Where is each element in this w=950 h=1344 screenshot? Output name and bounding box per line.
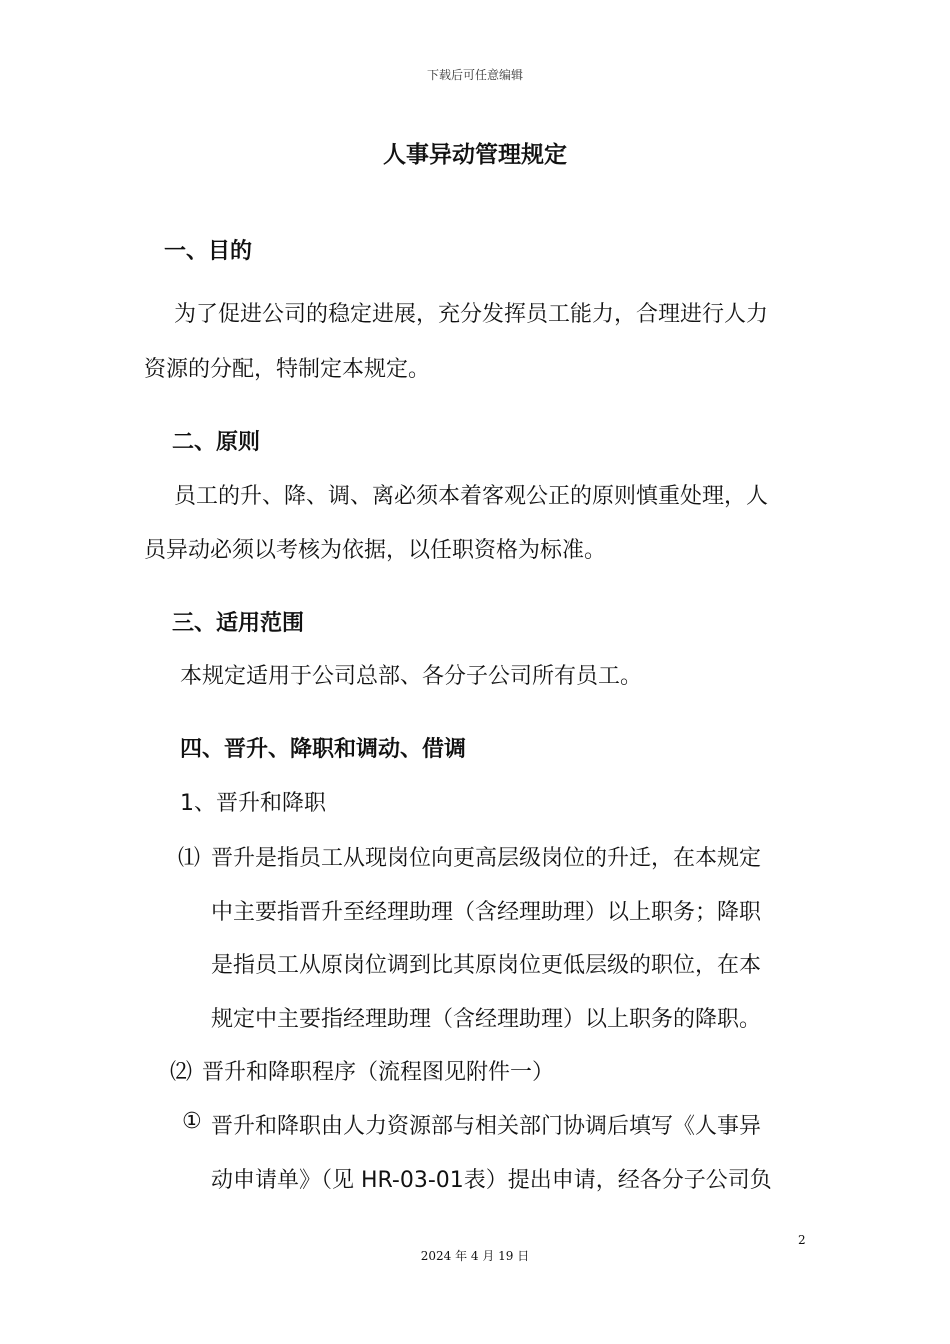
section-heading-principle: 二、原则 xyxy=(172,430,261,455)
document-title: 人事异动管理规定 xyxy=(383,142,567,168)
paragraph-line: 为了促进公司的稳定进展，充分发挥员工能力，合理进行人力 xyxy=(174,302,769,327)
page-header: 下载后可任意编辑 xyxy=(426,68,523,82)
section-heading-promotion: 四、晋升、降职和调动、借调 xyxy=(180,737,467,762)
paragraph-line: 资源的分配，特制定本规定。 xyxy=(144,357,431,382)
paragraph-line: 是指员工从原岗位调到比其原岗位更低层级的职位，在本 xyxy=(211,953,762,978)
paragraph-line: 晋升是指员工从现岗位向更高层级岗位的升迁，在本规定 xyxy=(211,846,762,871)
paragraph-line: 晋升和降职由人力资源部与相关部门协调后填写《人事异 xyxy=(211,1114,762,1139)
paragraph-line: 员异动必须以考核为依据，以任职资格为标准。 xyxy=(144,538,607,563)
paragraph-line: 晋升和降职程序（流程图见附件一） xyxy=(202,1060,555,1085)
page-number: 2 xyxy=(798,1233,806,1247)
section-heading-purpose: 一、目的 xyxy=(164,239,253,264)
section-heading-scope: 三、适用范围 xyxy=(172,611,305,636)
paragraph-line: 员工的升、降、调、离必须本着客观公正的原则慎重处理，人 xyxy=(174,484,769,509)
paragraph-line: 本规定适用于公司总部、各分子公司所有员工。 xyxy=(180,664,643,689)
subsection-heading: 1、晋升和降职 xyxy=(180,791,326,816)
list-marker: ① xyxy=(182,1109,202,1134)
paragraph-line: 规定中主要指经理助理（含经理助理）以上职务的降职。 xyxy=(211,1007,762,1032)
paragraph-line: 动申请单》（见 HR-03-01表）提出申请，经各分子公司负 xyxy=(211,1168,772,1193)
list-marker: ⑴ xyxy=(178,846,201,871)
paragraph-line: 中主要指晋升至经理助理（含经理助理）以上职务；降职 xyxy=(211,900,762,925)
footer-date: 2024 年 4 月 19 日 xyxy=(420,1249,530,1263)
list-marker: ⑵ xyxy=(170,1060,193,1085)
